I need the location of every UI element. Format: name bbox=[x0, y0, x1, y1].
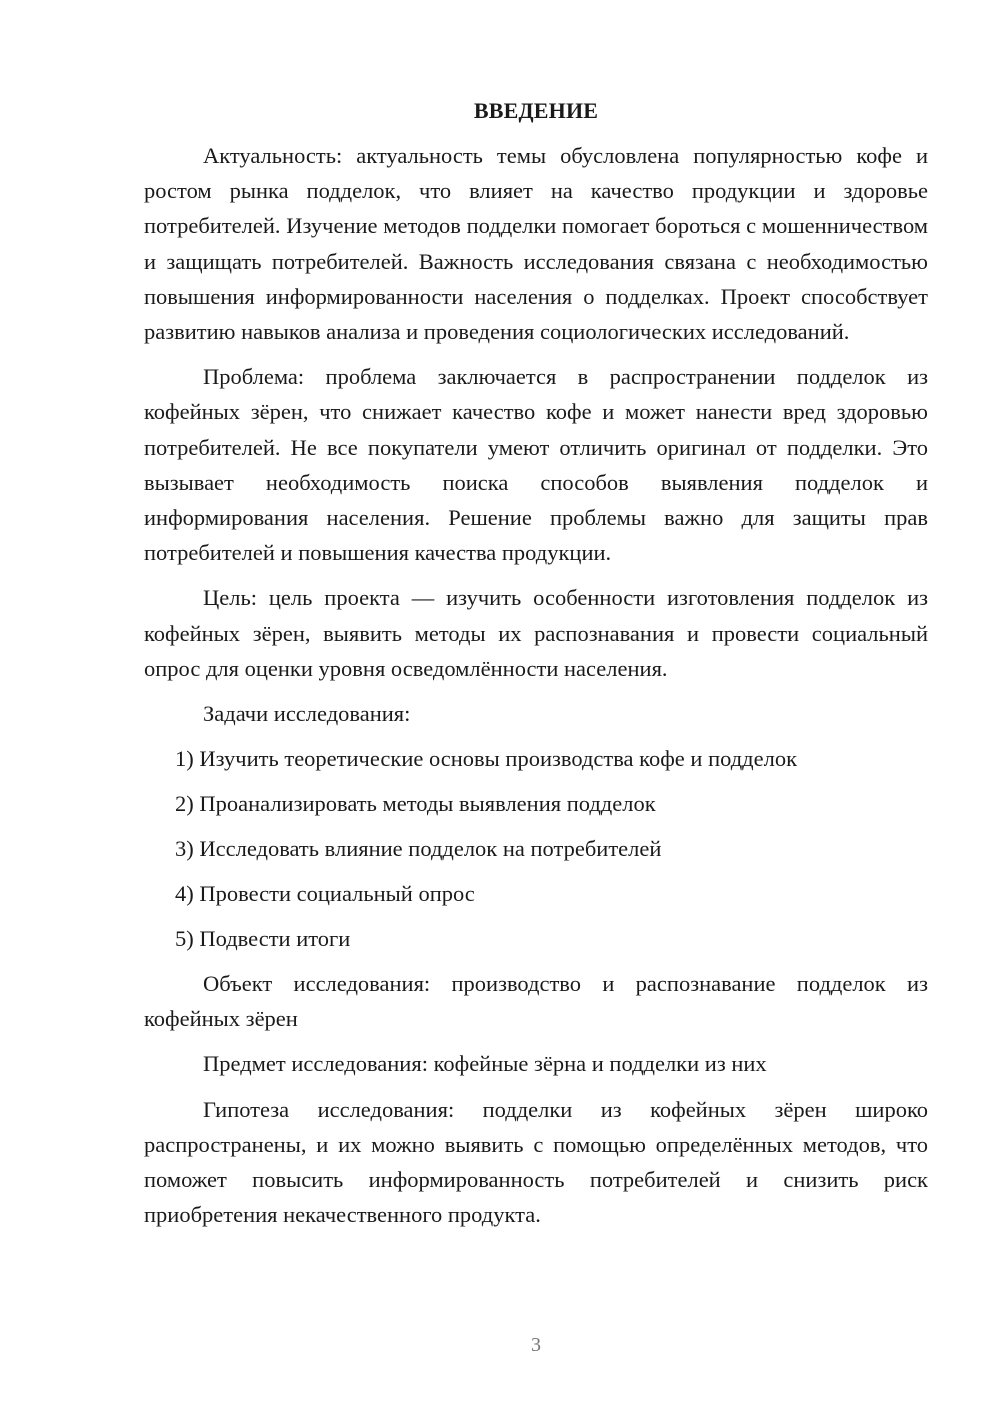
page-number: 3 bbox=[531, 1334, 541, 1356]
subject-paragraph: Предмет исследования: кофейные зёрна и подделки из них bbox=[203, 1051, 767, 1077]
tasks-heading: Задачи исследования: bbox=[203, 701, 411, 727]
task-item: 3) Исследовать влияние подделок на потребителей bbox=[175, 836, 662, 862]
task-item: 1) Изучить теоретические основы производства кофе и подделок bbox=[175, 746, 798, 772]
goal-paragraph: Цель: цель проекта — изучить особенности изготовления подделок из кофейных зёрен, выявить методы их распознавания и провести социальный опрос для оценки уровня осведомлённости населения. bbox=[144, 585, 928, 681]
hypothesis-paragraph: Гипотеза исследования: подделки из кофейных зёрен широко распространены, и их можно выявить с помощью определённых методов, что поможет повысить информированность потребителей и снизить риск приобретения некачественного продукта. bbox=[144, 1096, 928, 1228]
task-item: 2) Проанализировать методы выявления подделок bbox=[175, 791, 656, 817]
task-list bbox=[144, 741, 928, 956]
problem-paragraph: Проблема: проблема заключается в распространении подделок из кофейных зёрен, что снижает качество кофе и может нанести вред здоровью потребителей. Не все покупатели умеют отличить оригинал от подделки. Это вызывает необходимость поиска способов выявления подделок и информирования населения. Решение проблемы важно для защиты прав потребителей и повышения качества продукции. bbox=[144, 364, 928, 566]
task-item: 5) Подвести итоги bbox=[175, 926, 351, 952]
task-item: 4) Провести социальный опрос bbox=[175, 881, 475, 907]
document-page bbox=[144, 96, 928, 1242]
object-paragraph: Объект исследования: производство и распознавание подделок из кофейных зёрен bbox=[144, 971, 928, 1032]
section-title: ВВЕДЕНИЕ bbox=[473, 98, 599, 123]
relevance-paragraph: Актуальность: актуальность темы обусловлена популярностью кофе и ростом рынка подделок, что влияет на качество продукции и здоровье потребителей. Изучение методов подделки помогает бороться с мошенничеством и защищать потребителей. Важность исследования связана с необходимостью повышения информированности населения о подделках. Проект способствует развитию навыков анализа и проведения социологических исследований. bbox=[144, 143, 928, 345]
